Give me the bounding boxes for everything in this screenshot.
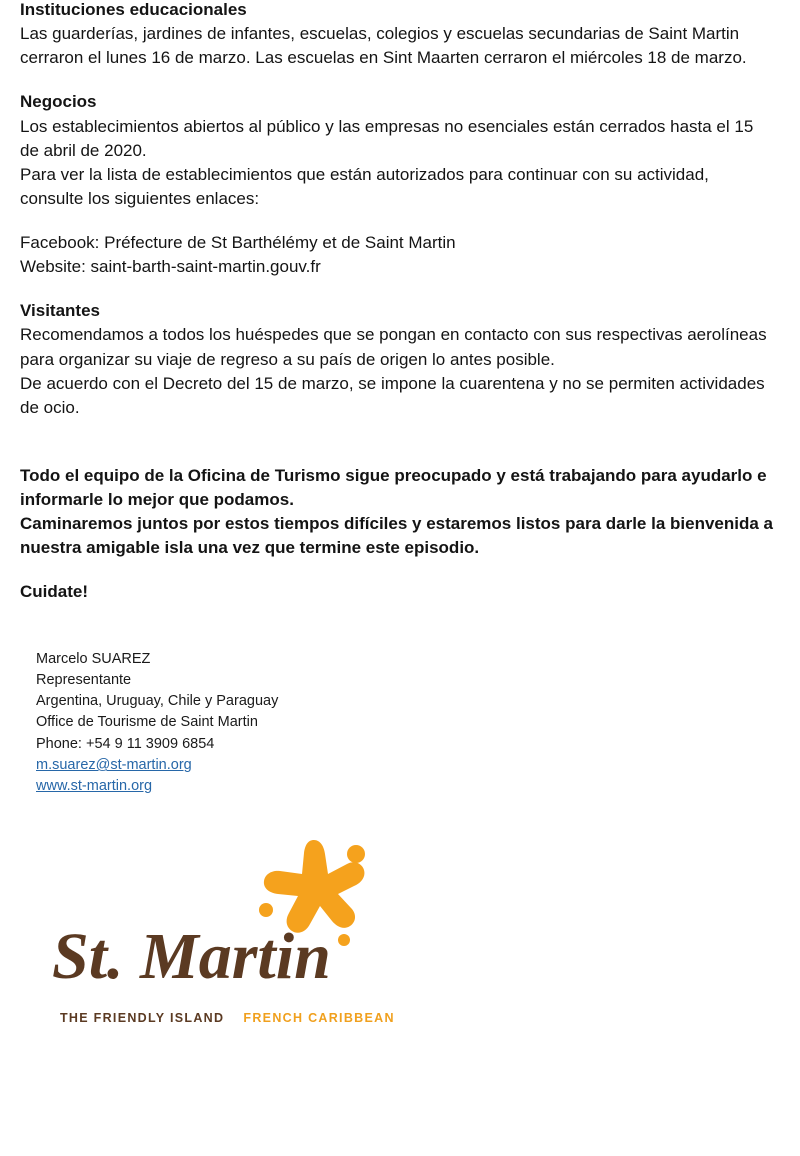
- sign-off: Cuidate!: [20, 582, 88, 602]
- signature-website-link[interactable]: www.st-martin.org: [36, 778, 153, 795]
- section-heading: Instituciones educacionales: [20, 0, 247, 19]
- section-paragraph: Recomendamos a todos los huéspedes que se pongan en contacto con sus respectivas aerolíneas para organizar su viaje de regreso a su país de origen lo antes posible.: [20, 325, 767, 369]
- signature-territory: Argentina, Uruguay, Chile y Paraguay: [36, 693, 279, 710]
- logo-tagline: [60, 1011, 395, 1025]
- section-heading: Negocios: [20, 92, 97, 112]
- svg-text:St. Martin: St. Martin: [52, 919, 331, 993]
- spacer: [20, 605, 776, 649]
- section-business: [20, 90, 776, 279]
- closing-paragraph-2: Caminaremos juntos por estos tiempos difíciles y estaremos listos para darle la bienvenida a nuestra amigable isla una vez que termine este episodio.: [20, 514, 773, 558]
- section-paragraph: De acuerdo con el Decreto del 15 de marzo, se impone la cuarentena y no se permiten actividades de ocio.: [20, 373, 765, 417]
- spacer: [20, 211, 776, 231]
- signature-role: Representante: [36, 671, 132, 688]
- signature-phone: Phone: +54 9 11 3909 6854: [36, 735, 215, 752]
- section-heading: Visitantes: [20, 301, 101, 321]
- signature-block: [36, 649, 776, 798]
- wordmark: [52, 916, 382, 996]
- facebook-reference: Facebook: Préfecture de St Barthélémy et de Saint Martin: [20, 233, 456, 252]
- tagline-primary: THE FRIENDLY ISLAND: [60, 1010, 225, 1025]
- spacer: [20, 420, 776, 464]
- closing-remarks: [20, 464, 776, 605]
- section-paragraph: Los establecimientos abiertos al público y las empresas no esenciales están cerrados hasta el 15 de abril de 2020.: [20, 116, 754, 160]
- tagline-secondary: FRENCH CARIBBEAN: [243, 1010, 395, 1025]
- st-martin-logo: [20, 828, 776, 1048]
- section-educational-institutions: [20, 0, 776, 70]
- section-paragraph: Las guarderías, jardines de infantes, escuelas, colegios y escuelas secundarias de Saint Martin cerraron el lunes 16 de marzo. Las escuelas en Sint Maarten cerraron el miércoles 18 de marzo.: [20, 24, 747, 68]
- section-paragraph: Para ver la lista de establecimientos que están autorizados para continuar con su actividad, consulte los siguientes enlaces:: [20, 164, 709, 208]
- signature-organization: Office de Tourisme de Saint Martin: [36, 714, 258, 731]
- signature-name: Marcelo SUAREZ: [36, 650, 151, 667]
- signature-email-link[interactable]: m.suarez@st-martin.org: [36, 757, 192, 774]
- section-visitors: [20, 299, 776, 420]
- website-reference: Website: saint-barth-saint-martin.gouv.fr: [20, 257, 321, 277]
- spacer: [20, 279, 776, 299]
- spacer: [20, 560, 776, 580]
- closing-paragraph-1: Todo el equipo de la Oficina de Turismo sigue preocupado y está trabajando para ayudarlo e informarle lo mejor que podamos.: [20, 465, 767, 509]
- spacer: [20, 70, 776, 90]
